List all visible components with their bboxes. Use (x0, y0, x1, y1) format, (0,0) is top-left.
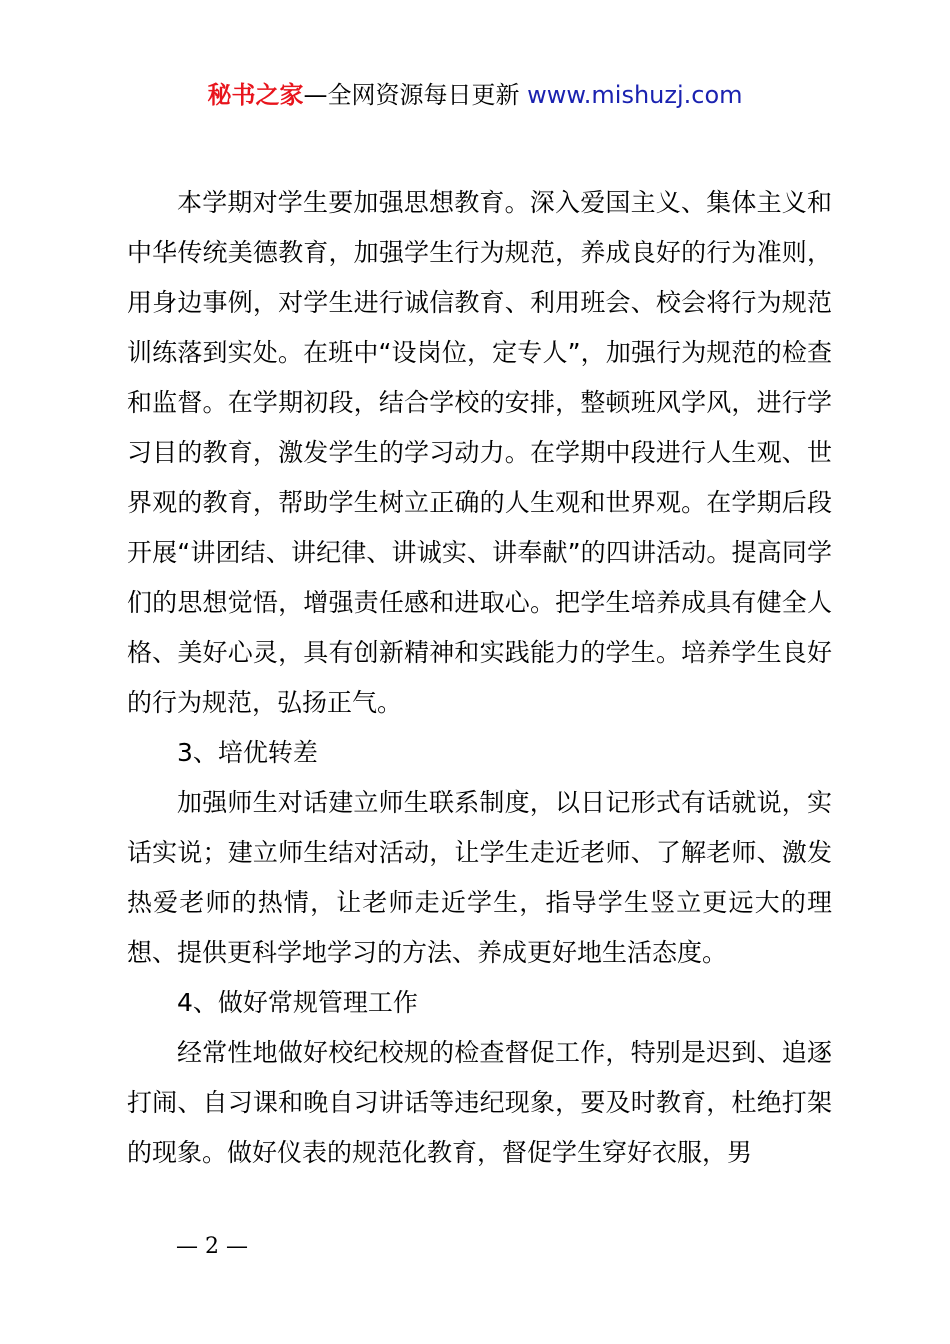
paragraph-routine-management: 经常性地做好校纪校规的检查督促工作，特别是迟到、追逐打闹、自习课和晚自习讲话等违纪现象，要及时教育，杜绝打架的现象。做好仪表的规范化教育，督促学生穿好衣服，男 (127, 1038, 832, 1167)
section-heading-4: 4、做好常规管理工作 (177, 988, 418, 1017)
header-url-link[interactable]: www.mishuzj.com (527, 81, 743, 109)
document-body (127, 178, 832, 1178)
page-header (0, 78, 950, 112)
paragraph-moral-education: 本学期对学生要加强思想教育。深入爱国主义、集体主义和中华传统美德教育，加强学生行为规范，养成良好的行为准则，用身边事例，对学生进行诚信教育、利用班会、校会将行为规范训练落到实处。在班中“设岗位，定专人”，加强行为规范的检查和监督。在学期初段，结合学校的安排，整顿班风学风，进行学习目的教育，激发学生的学习动力。在学期中段进行人生观、世界观的教育，帮助学生树立正确的人生观和世界观。在学期后段开展“讲团结、讲纪律、讲诚实、讲奉献”的四讲活动。提高同学们的思想觉悟，增强责任感和进取心。把学生培养成具有健全人格、美好心灵，具有创新精神和实践能力的学生。培养学生良好的行为规范，弘扬正气。 (127, 188, 832, 717)
page-number: — 2 — (176, 1234, 248, 1259)
section-heading-3: 3、培优转差 (177, 738, 318, 767)
header-tagline: —全网资源每日更新 (303, 81, 528, 109)
header-brand: 秘书之家 (207, 81, 304, 109)
paragraph-teacher-student: 加强师生对话建立师生联系制度，以日记形式有话就说，实话实说；建立师生结对活动，让学生走近老师、了解老师、激发热爱老师的热情，让老师走近学生，指导学生竖立更远大的理想、提供更科学地学习的方法、养成更好地生活态度。 (127, 788, 832, 967)
